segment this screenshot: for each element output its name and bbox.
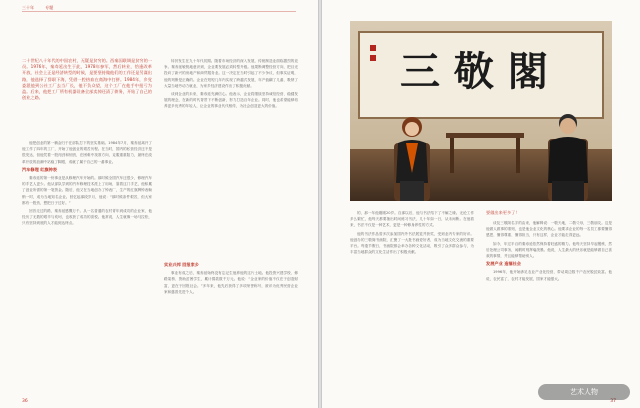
right-page bbox=[322, 0, 640, 408]
seal-stamp bbox=[370, 45, 376, 51]
tea-table bbox=[446, 133, 524, 173]
header-rule bbox=[22, 11, 296, 12]
seated-man bbox=[542, 109, 594, 201]
portrait-photo bbox=[350, 21, 612, 201]
paragraph: 的，那一年他刚刚20岁。自那以后，他与书法结下了不解之缘。无论工作多么繁忙，他每天都要抽出时间练习书法，几十年如一日，从未间断。在他看来，书法不仅是一种艺术，更是一种修身养性的方式。 bbox=[350, 211, 474, 228]
section-heading: 实业兴邦 回报家乡 bbox=[164, 262, 199, 267]
intro-paragraph: 二十世纪八十年代的中国农村，无疑是贫穷的。西秦国联调是贫穷的一员。1976年，秦寿延出生于此，1978年参军，然后转业，恰逢改革开放，社会上正是经济转型的时候，是要坚持做他们的工作还是另谋出路，他选择了辞职下海，凭借一腔热血在商海中打拼。1984年，乡党委派他到公社工厂去当厂长，他不负众望，这个工厂在他手中扭亏为盈。后来，他把工厂所有机器设备全部卖掉还清了债务，开始了自己的创业之路。 bbox=[22, 58, 152, 101]
calligraphy-text: 三 敬 閣 bbox=[400, 48, 548, 95]
left-column-2 bbox=[164, 58, 298, 258]
paragraph: 1996年，他开始涉足农业产业化经营，带动周边数千户农民脱贫致富。他说，农民富了，农村才能发展，国家才能强大。 bbox=[486, 270, 612, 281]
section-heading: 汽车修理 红旗钟表 bbox=[22, 166, 57, 172]
right-column-2 bbox=[486, 220, 612, 398]
page-number: 37 bbox=[610, 399, 616, 404]
paragraph: 谈及三敬阁名字的由来，他解释说：一敬天地，二敬父母，三敬朋友。这是他做人做事的准则，也是他企业文化的核心。他要求企业的每一名员工都要懂得感恩、懂得尊重、懂得担当，只有这样，企业才能走得更远。 bbox=[486, 221, 612, 238]
section-heading: 发展产业 造福社会 bbox=[486, 261, 521, 267]
right-column-1 bbox=[350, 210, 474, 395]
paragraph: 事业有成之后，秦寿延始终没有忘记生他养他的这片土地。他投资兴建学校、修路架桥、资助贫困学生，累计捐款数千万元。他说：“企业家的价值不仅在于创造财富，更在于回报社会。”多年来，他先后获得了多项荣誉称号，被评为优秀民营企业家和慈善先进个人。 bbox=[164, 271, 298, 294]
calligraphy-scroll bbox=[358, 31, 604, 119]
paragraph: 如今，年过半百的秦寿延依然保持着旺盛的精力。他每天坚持早起锻炼，然后处理公司事务，闲暇时则挥毫泼墨。他说，人生最大的快乐就是能够做自己喜欢的事情，并且能够帮助别人。 bbox=[486, 241, 612, 259]
paragraph: 回首走过的路，秦寿延感慨万千。从一名普通的农村青年到成功的企业家，他经历了无数的艰辛与坎坷，也收获了成功的喜悦。他常说，人生就像一场马拉松，只有坚持到底的人才能到达终点。 bbox=[22, 209, 152, 226]
left-page bbox=[0, 0, 318, 408]
page-number: 36 bbox=[22, 399, 28, 404]
watermark-logo: 艺术人物 bbox=[538, 384, 630, 400]
paragraph: 他把创业的第一桶金归于在部队打下的坚实基础。1984年7月，秦寿延离开了他工作了四年的工厂，开始了他创业的艰苦历程。在当时，国内的私营经济还不是很发达，但他凭着一股闯劲和韧劲，在困难中找准方向，克服重重阻力，最终在改革开放的浪潮中站稳了脚跟，成就了属于自己的一番事业。 bbox=[22, 141, 152, 164]
paragraph: 秦寿延的第一份事业是从修理汽车开始的。那时候全国汽车还很少，修理汽车的手艺人更少。他从部队学到的汽车修理技术派上了用场，靠着这门手艺，他积累了创业所需的第一笔资金。随后，他又在当地创办了钟表厂，生产的红旗牌钟表畅销一时，成为当地知名企业。回忆起那段岁月，他说：“那时候条件艰苦，但大家都有一股劲，想把日子过好。” bbox=[22, 176, 152, 205]
pull-quote: 要做出来更多了！ bbox=[486, 210, 520, 215]
seal-stamp bbox=[370, 55, 376, 61]
header-category: 专题 bbox=[45, 5, 54, 10]
paragraph: 他的书法作品曾多次参加国内外书法展览并获奖，受到业内专家的好评。他创办的三敬阁书画院，汇聚了一大批书画爱好者，成为当地文化交流的重要平台。每逢节假日，书画院都会举办各种文化活动，吸引了众多群众参与，为丰富当地群众的文化生活作出了积极贡献。 bbox=[350, 231, 474, 255]
header-section: 三十年 bbox=[22, 5, 34, 10]
left-column-3 bbox=[164, 262, 298, 396]
paragraph: 转折发生在九十年代初期。随着市场经济的深入发展，传统制造业面临激烈的竞争。秦寿延敏锐地意识到，企业要发展必须转型升级。他果断调整经营方向，把目光投向了新兴的房地产和商贸服务业。这一决定在当时引起了不少争议，但事实证明，他的判断是正确的。企业在短短几年内实现了跨越式发展，年产值翻了几番，吸纳了大量当地劳动力就业，为家乡经济建设作出了积极贡献。 bbox=[164, 59, 298, 88]
left-column-1 bbox=[22, 140, 152, 395]
seated-woman bbox=[390, 113, 434, 201]
paragraph: 谈到企业的未来，秦寿延充满信心。他表示，企业将继续坚持诚信经营、稳健发展的理念，在新的时代背景下不断创新，努力打造百年企业。同时，他也希望能够培养更多优秀的年轻人，让企业的事业代代相传，为社会创造更大的价值。 bbox=[164, 92, 298, 109]
